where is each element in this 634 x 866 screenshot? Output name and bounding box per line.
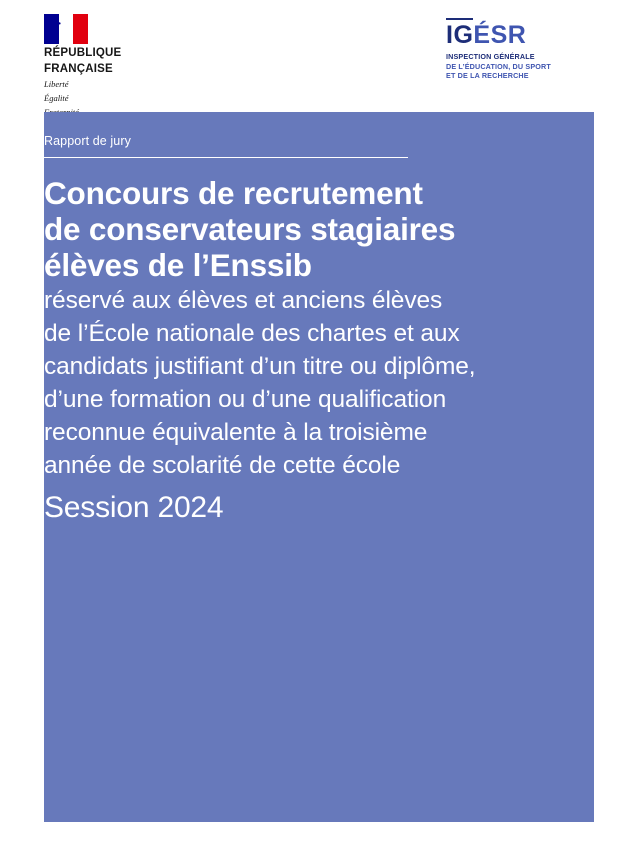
igesr-subtitle-line-2: DE L’ÉDUCATION, DU SPORT: [446, 61, 551, 71]
report-kicker: Rapport de jury: [44, 134, 131, 148]
cover-subtitle-line-3: candidats justifiant d’un titre ou diplôme,: [44, 353, 476, 380]
cover-text-block: [44, 134, 514, 527]
republique-line-2: FRANÇAISE: [44, 62, 113, 75]
cover-subtitle-line-4: d’une formation ou d’une qualification: [44, 386, 447, 413]
igesr-wordmark-esr: ÉSR: [473, 21, 527, 49]
cover-title-line-1: Concours de recrutement: [44, 175, 423, 211]
igesr-subtitle-line-3: ET DE LA RECHERCHE: [446, 71, 529, 80]
republique-line-1: RÉPUBLIQUE: [44, 47, 122, 59]
cover-subtitle-line-2: de l’École nationale des chartes et aux: [44, 320, 460, 347]
igesr-subtitle: [446, 52, 606, 81]
igesr-wordmark: [446, 22, 606, 49]
cover-subtitle-line-6: année de scolarité de cette école: [44, 452, 401, 479]
motto-egalite: Égalité: [44, 93, 69, 103]
cover-session: Session 2024: [44, 491, 224, 524]
marianne-glyph: ⚜: [46, 16, 64, 37]
motto-liberte: Liberté: [44, 79, 69, 89]
igesr-wordmark-ig: IG: [446, 18, 473, 49]
cover-title-line-2: de conservateurs stagiaires: [44, 211, 456, 247]
document-header: [0, 0, 634, 112]
french-flag-icon: [44, 14, 88, 44]
cover-title-line-3: élèves de l’Enssib: [44, 247, 312, 283]
cover-subtitle-line-1: réservé aux élèves et anciens élèves: [44, 287, 443, 314]
cover-subtitle-line-5: reconnue équivalente à la troisième: [44, 419, 428, 446]
igesr-subtitle-line-1: INSPECTION GÉNÉRALE: [446, 52, 535, 61]
igesr-logo-block: [446, 22, 606, 81]
republique-francaise-block: [44, 14, 164, 117]
kicker-divider: [44, 157, 408, 158]
